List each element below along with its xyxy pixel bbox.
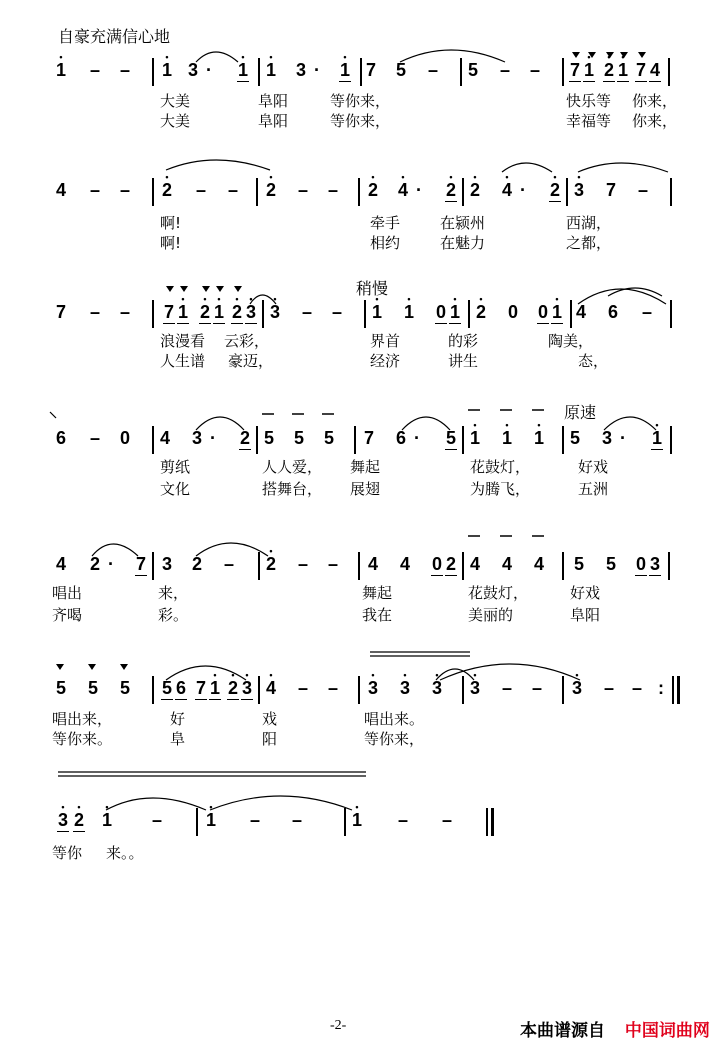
source-prefix: 本曲谱源自: [520, 1021, 605, 1041]
lyric-syllables: 舞起: [362, 584, 393, 602]
note-symbol: • 3: [572, 180, 586, 200]
note-symbol: • 2: [468, 180, 482, 200]
bar-line: [358, 178, 360, 206]
bar-line: [258, 58, 260, 86]
lyric-syllables: 之都，: [566, 234, 612, 252]
note-symbol: 6: [175, 678, 186, 698]
note-symbol: • 1: [176, 302, 190, 322]
bar-line: [462, 552, 464, 580]
expression-marking: 自豪充满信心地: [58, 27, 171, 46]
lyric-syllables: 人生谱: [160, 352, 206, 370]
note-symbol: –: [301, 302, 312, 322]
tempo-marking-slower: 稍慢: [356, 279, 389, 298]
lyric-syllables: 戏: [262, 710, 278, 728]
lyric-syllables: 好戏: [570, 584, 601, 602]
source-credit: [520, 1016, 710, 1041]
note-symbol: 5: [293, 428, 304, 448]
note-symbol: 4: [159, 428, 170, 448]
note-symbol: • 3: [240, 678, 254, 698]
note-symbol: –: [631, 678, 642, 698]
lyric-syllables: 花鼓灯，: [468, 584, 529, 602]
note-symbol: • 1: [264, 60, 278, 80]
note-symbol: –: [331, 302, 342, 322]
note-symbol: –: [441, 810, 452, 830]
bar-line: [486, 808, 488, 836]
bar-line: [152, 552, 154, 580]
lyrics-verse-2: [0, 110, 726, 130]
bar-line: [262, 300, 264, 328]
note-symbol: 2: [89, 554, 100, 574]
score-system-6: [0, 676, 726, 746]
lyric-syllables: 阳: [262, 730, 278, 748]
note-symbol: 5: [395, 60, 406, 80]
note-symbol: 7: [363, 428, 374, 448]
lyrics-verse-2: [0, 604, 726, 624]
lyric-syllables: 来。。: [106, 844, 144, 862]
note-symbol: –: [195, 180, 206, 200]
lyrics-verse-2: [0, 728, 726, 748]
note-symbol: ·: [210, 428, 216, 448]
lyric-syllables: 大美: [160, 112, 191, 130]
note-symbol: :: [658, 678, 664, 698]
source-site-link[interactable]: 中国词曲网: [624, 1021, 710, 1041]
note-symbol: 5: [605, 554, 616, 574]
lyric-syllables: 阜阳: [570, 606, 601, 624]
lyric-syllables: 阜: [170, 730, 186, 748]
note-symbol: • 2: [444, 180, 458, 200]
note-symbol: 5: [445, 428, 456, 448]
note-symbol: –: [119, 60, 130, 80]
lyrics-verse-1: [0, 842, 726, 862]
lyric-syllables: 我在: [362, 606, 393, 624]
lyric-syllables: 豪迈，: [228, 352, 274, 370]
note-symbol: • 2: [160, 180, 174, 200]
bar-line: [258, 676, 260, 704]
bar-line: [152, 58, 154, 86]
bar-line: [462, 426, 464, 454]
bar-line: [152, 300, 154, 328]
note-symbol: 5: [119, 678, 130, 698]
note-symbol: –: [89, 180, 100, 200]
note-symbol: 2: [191, 554, 202, 574]
note-symbol: 7: [569, 60, 580, 80]
note-symbol: ·: [416, 180, 422, 200]
score-system-4: [0, 426, 726, 496]
note-symbol: –: [227, 180, 238, 200]
note-symbol: 7: [195, 678, 206, 698]
note-symbol: • 2: [366, 180, 380, 200]
bar-line: [462, 178, 464, 206]
note-symbol: • 1: [532, 428, 546, 448]
note-symbol: –: [223, 554, 234, 574]
bar-line: [462, 676, 464, 704]
note-symbol: –: [327, 678, 338, 698]
lyric-syllables: 阜阳: [258, 92, 289, 110]
note-symbol: 5: [87, 678, 98, 698]
lyric-syllables: 人人爱，: [262, 458, 323, 476]
note-symbol: • 1: [582, 60, 596, 80]
note-symbol: ·: [620, 428, 626, 448]
score-system-1: [0, 58, 726, 128]
note-symbol: –: [249, 810, 260, 830]
lyric-syllables: 的彩: [448, 332, 479, 350]
note-symbol: • 2: [72, 810, 86, 830]
note-symbol: 5: [55, 678, 66, 698]
note-symbol: –: [641, 302, 652, 322]
lyrics-verse-1: [0, 330, 726, 350]
lyric-syllables: 为腾飞，: [470, 480, 531, 498]
notation-line: [0, 58, 726, 84]
note-symbol: • 4: [396, 180, 410, 200]
note-symbol: • 1: [212, 302, 226, 322]
note-symbol: • 1: [338, 60, 352, 80]
note-symbol: • 2: [474, 302, 488, 322]
note-symbol: –: [89, 428, 100, 448]
lyric-syllables: 讲生: [448, 352, 479, 370]
note-symbol: 4: [501, 554, 512, 574]
note-symbol: • 1: [204, 810, 218, 830]
note-symbol: • 3: [430, 678, 444, 698]
note-symbol: • 1: [350, 810, 364, 830]
note-symbol: 5: [161, 678, 172, 698]
note-symbol: 4: [55, 180, 66, 200]
lyric-syllables: 唱出: [52, 584, 83, 602]
note-symbol: 3: [295, 60, 306, 80]
notation-line: [0, 300, 726, 326]
lyric-syllables: 好戏: [578, 458, 609, 476]
lyric-syllables: 好: [170, 710, 186, 728]
bar-line: [358, 552, 360, 580]
note-symbol: ·: [206, 60, 212, 80]
note-symbol: ·: [520, 180, 526, 200]
note-symbol: 4: [469, 554, 480, 574]
score-system-7: [0, 808, 726, 868]
bar-line: [152, 676, 154, 704]
lyric-syllables: 等你来，: [364, 730, 425, 748]
note-symbol: 0: [119, 428, 130, 448]
bar-line: [562, 676, 564, 704]
note-symbol: • 3: [366, 678, 380, 698]
note-symbol: • 1: [468, 428, 482, 448]
bar-line: [562, 552, 564, 580]
lyric-syllables: 你来，: [632, 112, 678, 130]
note-symbol: 5: [263, 428, 274, 448]
note-symbol: ·: [314, 60, 320, 80]
note-symbol: 4: [575, 302, 586, 322]
score-system-5: [0, 552, 726, 622]
lyrics-verse-1: [0, 456, 726, 476]
notation-line: [0, 552, 726, 578]
note-symbol: 3: [161, 554, 172, 574]
lyric-syllables: 啊!: [160, 234, 182, 252]
note-symbol: –: [397, 810, 408, 830]
note-symbol: 5: [569, 428, 580, 448]
lyrics-verse-1: [0, 90, 726, 110]
bar-line: [677, 676, 680, 704]
lyric-syllables: 陶美，: [548, 332, 594, 350]
note-symbol: • 3: [244, 302, 258, 322]
bar-line: [668, 552, 670, 580]
lyric-syllables: 态，: [578, 352, 609, 370]
bar-line: [258, 552, 260, 580]
bar-line: [670, 178, 672, 206]
bar-line: [358, 676, 360, 704]
note-symbol: –: [603, 678, 614, 698]
note-symbol: –: [499, 60, 510, 80]
note-symbol: –: [89, 60, 100, 80]
lyric-syllables: 幸福等: [566, 112, 612, 130]
note-symbol: –: [531, 678, 542, 698]
note-symbol: 7: [365, 60, 376, 80]
lyric-syllables: 在颍州: [440, 214, 486, 232]
bar-line: [672, 676, 674, 704]
bar-line: [256, 178, 258, 206]
lyrics-verse-1: [0, 212, 726, 232]
note-symbol: 7: [135, 554, 146, 574]
note-symbol: –: [297, 678, 308, 698]
bar-line: [354, 426, 356, 454]
note-symbol: 0: [431, 554, 442, 574]
note-symbol: • 3: [398, 678, 412, 698]
notation-line: [0, 178, 726, 204]
note-symbol: 0: [537, 302, 548, 322]
note-symbol: • 1: [550, 302, 564, 322]
lyric-syllables: 彩。: [158, 606, 189, 624]
note-symbol: • 2: [226, 678, 240, 698]
bar-line: [344, 808, 346, 836]
note-symbol: 3: [191, 428, 202, 448]
bar-line: [670, 300, 672, 328]
lyric-syllables: 经济: [370, 352, 401, 370]
score-system-3: [0, 300, 726, 370]
notation-line: [0, 808, 726, 834]
note-symbol: 6: [55, 428, 66, 448]
note-symbol: • 2: [230, 302, 244, 322]
note-symbol: ·: [414, 428, 420, 448]
lyric-syllables: 唱出来，: [52, 710, 113, 728]
lyric-syllables: 五洲: [578, 480, 609, 498]
bar-line: [562, 426, 564, 454]
note-symbol: 7: [163, 302, 174, 322]
lyric-syllables: 浪漫看: [160, 332, 206, 350]
lyrics-verse-1: [0, 708, 726, 728]
lyric-syllables: 啊!: [160, 214, 182, 232]
bar-line: [566, 178, 568, 206]
notation-line: [0, 426, 726, 452]
note-symbol: • 1: [160, 60, 174, 80]
lyric-syllables: 唱出来。: [364, 710, 425, 728]
note-symbol: –: [327, 180, 338, 200]
note-symbol: 7: [635, 60, 646, 80]
note-symbol: –: [119, 302, 130, 322]
note-symbol: ·: [108, 554, 114, 574]
note-symbol: 5: [573, 554, 584, 574]
bar-line: [491, 808, 494, 836]
note-symbol: 5: [323, 428, 334, 448]
lyric-syllables: 花鼓灯，: [470, 458, 531, 476]
note-symbol: • 3: [570, 678, 584, 698]
note-symbol: • 2: [198, 302, 212, 322]
note-symbol: • 1: [236, 60, 250, 80]
note-symbol: –: [637, 180, 648, 200]
notation-line: [0, 676, 726, 702]
note-symbol: • 1: [370, 302, 384, 322]
note-symbol: 4: [55, 554, 66, 574]
bar-line: [668, 58, 670, 86]
note-symbol: –: [89, 302, 100, 322]
note-symbol: • 1: [402, 302, 416, 322]
note-symbol: 2: [239, 428, 250, 448]
lyric-syllables: 美丽的: [468, 606, 514, 624]
note-symbol: 7: [605, 180, 616, 200]
note-symbol: –: [151, 810, 162, 830]
lyric-syllables: 搭舞台，: [262, 480, 323, 498]
lyrics-verse-2: [0, 232, 726, 252]
note-symbol: 2: [445, 554, 456, 574]
note-symbol: • 1: [448, 302, 462, 322]
bar-line: [152, 426, 154, 454]
bar-line: [570, 300, 572, 328]
note-symbol: • 1: [208, 678, 222, 698]
lyrics-verse-2: [0, 478, 726, 498]
note-symbol: –: [297, 180, 308, 200]
lyric-syllables: 等你来，: [330, 112, 391, 130]
lyric-syllables: 等你来。: [52, 730, 113, 748]
note-symbol: • 3: [56, 810, 70, 830]
note-symbol: • 1: [54, 60, 68, 80]
note-symbol: 6: [607, 302, 618, 322]
note-symbol: • 4: [264, 678, 278, 698]
note-symbol: 0: [507, 302, 518, 322]
lyric-syllables: 齐喝: [52, 606, 83, 624]
note-symbol: –: [291, 810, 302, 830]
lyric-syllables: 文化: [160, 480, 191, 498]
lyric-syllables: 快乐等: [566, 92, 612, 110]
bar-line: [152, 178, 154, 206]
note-symbol: –: [119, 180, 130, 200]
lyric-syllables: 舞起: [350, 458, 381, 476]
note-symbol: • 2: [602, 60, 616, 80]
lyric-syllables: 相约: [370, 234, 401, 252]
note-symbol: • 3: [268, 302, 282, 322]
note-symbol: 4: [399, 554, 410, 574]
bar-line: [360, 58, 362, 86]
lyric-syllables: 来，: [158, 584, 189, 602]
lyric-syllables: 阜阳: [258, 112, 289, 130]
bar-line: [256, 426, 258, 454]
score-system-2: [0, 178, 726, 252]
lyric-syllables: 在魅力: [440, 234, 486, 252]
page-number: -2-: [330, 1018, 347, 1033]
bar-line: [562, 58, 564, 86]
lyric-syllables: 等你来，: [330, 92, 391, 110]
bar-line: [468, 300, 470, 328]
note-symbol: 3: [601, 428, 612, 448]
note-symbol: 4: [533, 554, 544, 574]
note-symbol: • 2: [264, 554, 278, 574]
note-symbol: –: [327, 554, 338, 574]
note-symbol: –: [427, 60, 438, 80]
note-symbol: 0: [435, 302, 446, 322]
note-symbol: 7: [55, 302, 66, 322]
note-symbol: 3: [187, 60, 198, 80]
bar-line: [670, 426, 672, 454]
lyric-syllables: 云彩，: [224, 332, 270, 350]
note-symbol: • 1: [500, 428, 514, 448]
bar-line: [460, 58, 462, 86]
note-symbol: –: [529, 60, 540, 80]
note-symbol: –: [297, 554, 308, 574]
note-symbol: • 1: [616, 60, 630, 80]
lyrics-verse-2: [0, 350, 726, 370]
lyric-syllables: 等你: [52, 844, 83, 862]
bar-line: [196, 808, 198, 836]
bar-line: [364, 300, 366, 328]
lyric-syllables: 展翅: [350, 480, 381, 498]
note-symbol: 5: [467, 60, 478, 80]
lyrics-verse-1: [0, 582, 726, 602]
note-symbol: • 2: [264, 180, 278, 200]
note-symbol: • 3: [468, 678, 482, 698]
note-symbol: 6: [395, 428, 406, 448]
note-symbol: • 1: [100, 810, 114, 830]
tempo-marking-original: 原速: [564, 403, 597, 422]
note-symbol: • 1: [650, 428, 664, 448]
lyric-syllables: 西湖，: [566, 214, 612, 232]
note-symbol: • 2: [548, 180, 562, 200]
note-symbol: 4: [649, 60, 660, 80]
note-symbol: 4: [367, 554, 378, 574]
lyric-syllables: 你来，: [632, 92, 678, 110]
note-symbol: 3: [649, 554, 660, 574]
note-symbol: –: [501, 678, 512, 698]
note-symbol: • 4: [500, 180, 514, 200]
lyric-syllables: 牵手: [370, 214, 401, 232]
lyric-syllables: 界首: [370, 332, 401, 350]
note-symbol: 0: [635, 554, 646, 574]
lyric-syllables: 剪纸: [160, 458, 191, 476]
lyric-syllables: 大美: [160, 92, 191, 110]
